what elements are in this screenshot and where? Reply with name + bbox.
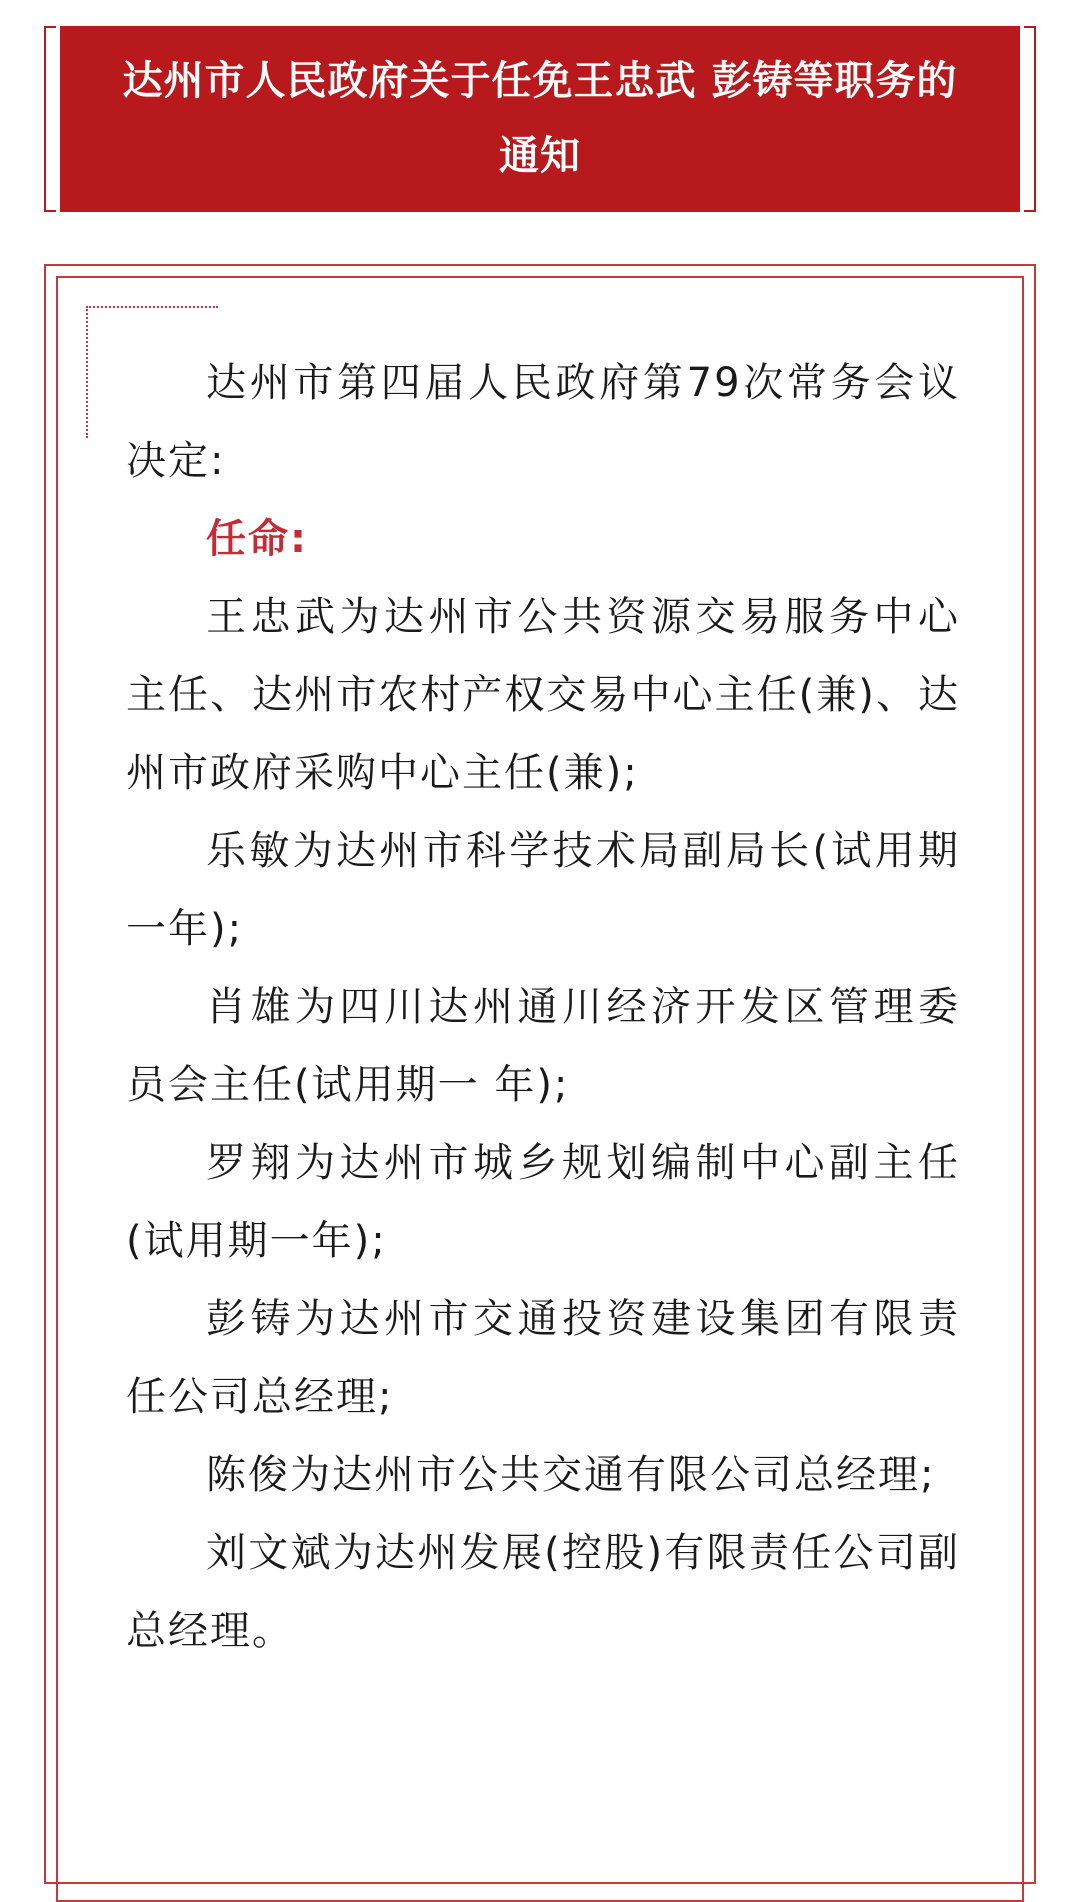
notice-body: [126, 344, 960, 1670]
title-banner-frame: [44, 26, 1036, 212]
title-line-1: 达州市人民政府关于任免王忠武 彭铸等职务的: [122, 58, 958, 104]
banner-right-bracket: [1024, 26, 1036, 212]
banner-left-bracket: [44, 26, 56, 212]
appointment-item: 彭铸为达州市交通投资建设集团有限责任公司总经理;: [126, 1296, 960, 1420]
appointment-item: 刘文斌为达州发展(控股)有限责任公司副总经理。: [126, 1530, 960, 1654]
title-line-2: 通知: [499, 133, 581, 179]
appointment-item: 乐敏为达州市科学技术局副局长(试用期一年);: [126, 828, 960, 952]
appointment-item: 罗翔为达州市城乡规划编制中心副主任(试用期一年);: [126, 1140, 960, 1264]
title-banner: [60, 26, 1020, 212]
intro-paragraph: 达州市第四届人民政府第79次常务会议决定:: [126, 360, 960, 484]
appointment-item: 陈俊为达州市公共交通有限公司总经理;: [206, 1452, 936, 1498]
appointment-item: 王忠武为达州市公共资源交易服务中心主任、达州市农村产权交易中心主任(兼)、达州市政府采购中心主任(兼);: [126, 594, 960, 796]
appoint-heading: 任命:: [206, 516, 308, 562]
appointment-item: 肖雄为四川达州通川经济开发区管理委员会主任(试用期一 年);: [126, 984, 960, 1108]
